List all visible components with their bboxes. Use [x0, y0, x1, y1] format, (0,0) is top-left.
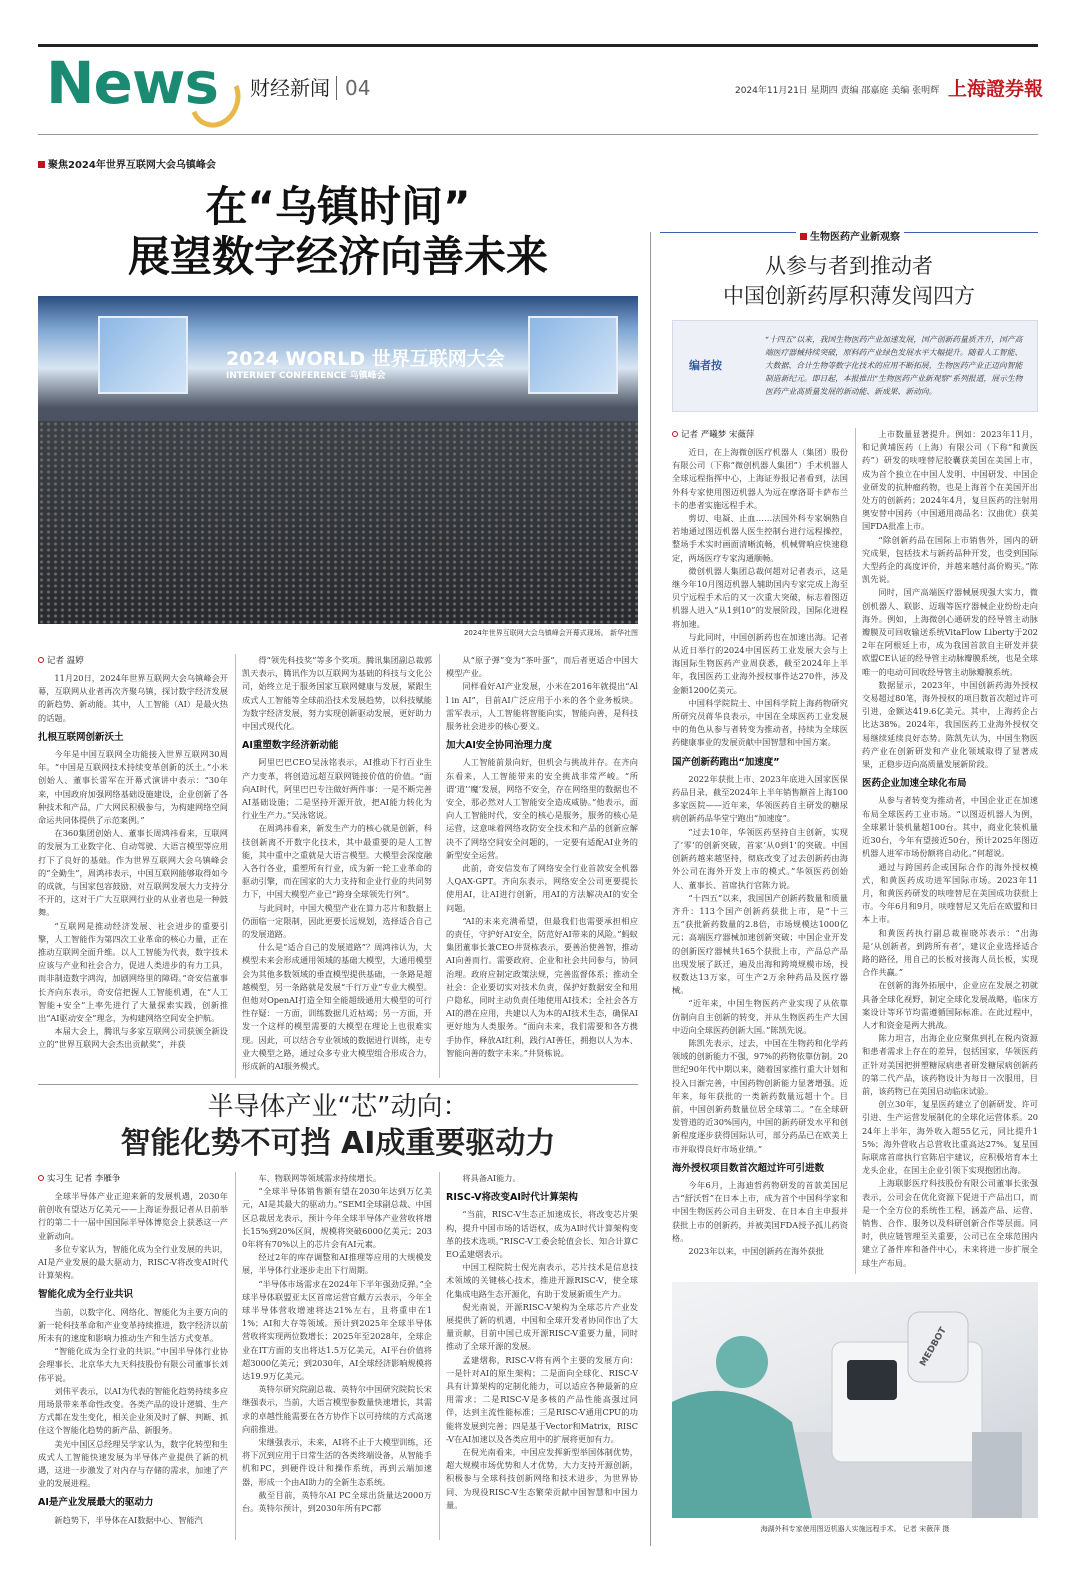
- byline-dot-icon: [672, 431, 678, 437]
- paragraph: 人工智能前景向好，但机会与挑战并存。在齐向东看来，人工智能带来的安全挑战非常严峻。“所谓‘道’‘魔’发展，网络不安全，存在网络里的数据也不安全，那必然对人工智能安全造成威胁。”他表示，面向人工智能时代，安全的核心是服务，服务的核心是运营，这意味着网络攻防安全技术和产品的创新应解决不了网络空间安全问题的，一定要有适配AI业务的新型安全运营。: [446, 757, 638, 860]
- paragraph: 多位专家认为，智能化成为全行业发展的共识，AI是产业发展的最大驱动力，RISC-V将改变AI时代计算架构。: [38, 1243, 228, 1281]
- surgical-robot-photo: [672, 1282, 1038, 1518]
- news-logo: News: [46, 49, 218, 117]
- paragraph: 与此同时，中国创新药也在加速出海。记者从近日举行的2024中国医药工业发展大会与上海国际生物医药产业周获悉，截至2024年上半年，我国医药工业海外授权事件达270件，涉及金额1200亿美元。: [672, 631, 848, 695]
- paragraph: 经过2年的库存调整和AI推理等应用的大规模发展，半导体行业逐步走出下行周期。: [242, 1252, 432, 1276]
- paragraph: 同样看好AI产业发展，小米在2016年就提出“All in AI”，目前AI广泛应用于小米的各个业务板块。雷军表示，人工智能将智能向实，智能向善，是科技服务社会进步的核心要义。: [446, 681, 638, 732]
- lead-column-3: [446, 654, 638, 1078]
- top-rule: [38, 44, 1038, 47]
- paragraph: 全球半导体产业正迎来新的发展机遇，2030年前创收有望达万亿美元——上海证券报记者从日前举行的第二十一届中国国际半导体博览会上获悉这一产业新动向。: [38, 1191, 228, 1241]
- paragraph: 和黄医药执行副总裁崔晓苏表示：“出海是‘从创新者，到跨所有者’，建议企业选择适合路的路径，用自己的长板对接海人员长板，实现合作共赢。”: [862, 927, 1038, 978]
- paragraph: 此前，奇安信发布了网络安全行业首款安全机器人QAX-GPT。齐向东表示，网络安全公司更要提长使用AI，让AI进行创新，用AI的方法解决AI的安全问题。: [446, 863, 638, 913]
- page-column-divider: [650, 232, 651, 1546]
- column-divider: [855, 428, 856, 1274]
- tag-square-icon: [38, 161, 45, 168]
- paragraph: 将具备AI能力。: [462, 1173, 521, 1183]
- paragraph: 截至目前，英特尔AI PC全球出货量达2000万台。英特尔预计，到2030年所有PC都: [242, 1489, 432, 1514]
- paragraph: “十四五”以来，我国国产创新药数量和质量齐升：113个国产创新药获批上市，是“十三五”获批新药数量的2.8倍，市场规模达1000亿元；高端医疗器械加速创新突破；中国企业开发的创新医疗器械共165个获批上市，产品总产品出现发展了跃迁，遍及出海和跨境规模市场，授权数达13万家，可生产2万余种药品及医疗器械。: [672, 892, 848, 996]
- bio-column-2: [862, 428, 1038, 1274]
- paragraph: “AI的未来充满希望，但最我们也需要承担相应的责任，守护好AI安全，防范好AI带来的风险。”蚂蚁集团董事长兼CEO井贤栋表示，要善治使善智，推动AI向善而行。需要政府、企业和社会共同参与，协同治理。政府应制定政策法规，完善监督体系；推动全社会：企业要切实对技术负责，保护好数据安全和用户隐私，同时主动负责任地使用AI技术；全社会各方AI的潜在应用，共建以人为本的AI技术生态，确保AI更好地为人类服务。“面向未来，我们需要和各方携手协作，释放AI红利，践行AI善任，拥抱以人为本、智能向善的数字未来。”井贤栋说。: [446, 915, 638, 1058]
- semi-column-1: [38, 1190, 228, 1540]
- paragraph: 陈凯先表示，过去，中国在生物药和化学药领域的创新能力不强，97%的药物依靠仿制。20世纪90年代中期以来，随着国家推行重大计划和投入日渐完善，中国药物创新能力显著增强。近年来，每年获批的一类新药数量远超十个。目前，中国创新药数量位居全球第二。“在全球研发管道的近30%国内，中国的新药研发水平和创新程度逐步获得国际认可，部分药品已在欧美上市并取得良好市场业绩。”: [672, 1037, 848, 1154]
- paragraph: “除创新药品在国际上市销售外，国内的研究成果，包括技术与新药品种开发，也受到国际大型药企的高度评价，并越来越付高价购买。”陈凯先说。: [862, 534, 1038, 585]
- semi-byline: [38, 1172, 120, 1184]
- byline-dot-icon: [38, 657, 44, 663]
- paragraph: 在倪光南看来，中国应发挥新型举国体制优势，超大规模市场优势和人才优势，大力支持开源创新，积极参与全球科技创新网络和技术进步，为世界协同、为现役RISC-V生态繁荣贡献中国智慧和中国力量。: [446, 1447, 638, 1510]
- paragraph: 创立30年，复星医药建立了创新研发、许可引进、生产运营发展制化的全球化运营体系。2024年上半年，海外收入超55亿元，同比提升15%；海外营收占总营收比重高达27%。复星国际联席首席执行官陈启宇建议，应积极培育本土龙头企业，在国主企业引领下实现抱团出海。: [862, 1099, 1038, 1176]
- paragraph: 车、物联网等领域需求持续增长。: [258, 1173, 382, 1183]
- column-divider: [235, 1172, 236, 1540]
- column-divider: [235, 654, 236, 1078]
- paragraph: 阿里巴巴CEO吴泳铭表示，AI推动下行百业生产力变革，将创造远超互联网链接价值的价值。“面向AI时代，阿里巴巴专注做好两件事：一是不断完善AI基础设施；二是坚持开源开放，把AI能力转化为行业生产力。”吴泳铭说。: [242, 757, 432, 821]
- lead-tag-text: 聚焦2024年世界互联网大会乌镇峰会: [48, 160, 216, 171]
- bio-tag-text: 生物医药产业新观察: [810, 232, 900, 243]
- paragraph: “智能化成为全行业的共识。”中国半导体行业协会理事长、北京华大九天科技股份有限公司董事长刘伟平说。: [38, 1346, 228, 1383]
- paragraph: “当前，RISC-V生态正加速成长，将改变芯片架构，提升中国市场的话语权，成为AI时代计算架构变革的技术选项。”RISC-V工委会轮值会长、知合计算CEO孟建熠表示。: [446, 1209, 638, 1260]
- subheading: AI重塑数字经济新动能: [242, 740, 339, 752]
- lead-byline: [38, 654, 84, 666]
- paragraph: 通过与跨国药企或国际合作的海外授权模式，和黄医药成功进军国际市场。2023年11月，和黄医药研发的呋喹替尼在美国成功获批上市。今年6月和9月，呋喹替尼又先后在欧盟和日本上市。: [862, 861, 1038, 925]
- paragraph: 数据显示，2023年，中国创新药海外授权交易超过80笔，海外授权的项目数首次超过许可引进，金额达419.6亿美元。其中，上海药企占比达38%。2024年，我国医药工业海外授权交易继续延续良好态势。陈凯先认为，中国生物医药产业在创新研发和产业化领域取得了显著成果，正稳步迈向高质量发展新阶段。: [862, 679, 1038, 770]
- paragraph: 在周鸿祎看来，新发生产力的核心就是创新，科技创新离不开数字化技术，其中最重要的是人工智能，其中重中之重就是大语言模型。大模型会深度融入各行各业，重塑所有行业，成为新一轮工业革命的驱动引擎，而在国家的大力支持和企业行业的共同努力下，中国大模型产业已“跨身全球领先行列”。: [242, 823, 432, 900]
- bio-headline-1: 从参与者到推动者: [765, 254, 933, 278]
- paragraph: 从“原子弹”变为“茶叶蛋”，而后者更适合中国大模型产业。: [446, 655, 638, 679]
- lead-column-1: [38, 672, 228, 1078]
- subheading: 国产创新药跑出“加速度”: [672, 756, 780, 768]
- subheading: RISC-V将改变AI时代计算架构: [446, 1192, 578, 1204]
- paragraph: 美光中国区总经理吴学家认为，数字化转型和生成式人工智能快速发展为半导体产业提供了新的机遇，这进一步激发了对内存与存储的需求，加速了产业的发展进程。: [38, 1438, 228, 1489]
- paragraph: 中国科学院院士、中国科学院上海药物研究所研究员蒋华良表示，中国在全球医药工业发展中的角色从参与者转变为推动者，持续为全球医药健康事业的发展贡献中国智慧和中国方案。: [672, 697, 848, 748]
- lead-column-2: [242, 654, 432, 1078]
- semi-byline-text: 实习生 记者 李雁争: [47, 1174, 121, 1184]
- paragraph: 中国工程院院士倪光南表示，芯片技术是信息技术领域的关键核心技术，推进开源RISC-V，使全球化集成电路生态开源化，有助于发展新质生产力。: [446, 1262, 638, 1299]
- paragraph: 本届大会上，腾讯与多家互联网公司获颁全新设立的“世界互联网大会杰出贡献奖”，并获: [38, 1026, 228, 1050]
- byline-dot-icon: [38, 1175, 44, 1181]
- bio-headline-2: 中国创新药厚积薄发闯四方: [723, 284, 975, 308]
- paragraph: “半导体市场需求在2024年下半年强劲反弹。”全球半导体联盟亚太区首席运营官戴方云表示，今年全球半导体营收增速将达21%左右，且将重申在11%；AI和大存等领域。预计到2025年全球半导体营收将实现两位数增长；2025年至2028年，全球企业在IT方面的支出将达1.5万亿美元，AI平台价值将超3000亿美元；到2030年，AI全球经济影响规模将达19.9万亿美元。: [242, 1278, 432, 1382]
- paragraph: 微创机器人集团总裁何超对记者表示，这是继今年10月图迈机器人辅助国内专家完成上海至贝宁远程手术后的又一次重大突破，标志着图迈机器人进入“从1到10”的发展阶段，国际化进程将加速。: [672, 565, 848, 629]
- newspaper-brand: 上海證券報: [948, 78, 1044, 100]
- issue-info: 2024年11月21日 星期四 责编 邵嘉庭 美编 张明辉: [735, 86, 940, 96]
- tag-square-icon: [800, 233, 807, 240]
- bio-byline-text: 记者 严曦梦 宋薇萍: [681, 430, 755, 440]
- subheading: 加大AI安全协同治理力度: [446, 740, 552, 752]
- paragraph: 刘伟平表示，以AI为代表的智能化趋势持续多应用场景带来革命性改变。各类产品的设计逻辑、生产方式都在发生变化，相关企业须及时了解、判断、抓住这个智能化趋势的新产品、新服务。: [38, 1385, 228, 1436]
- lead-byline-text: 记者 温婷: [47, 656, 84, 666]
- paragraph: 上市数量显著提升。例如：2023年11月，和记黄埔医药（上海）有限公司（下称“和黄医药”）研发的呋喹替尼胶囊获美国在美国上市，成为首个独立在中国人发明、中国研发、中国企业研发的抗肿瘤药物，也是上海首个在美国开出处方的创新药；2024年4月，复旦医药的注射用奥安替中国药（中国通用商品名：汉曲优）获美国FDA批准上市。: [862, 429, 1038, 532]
- bio-byline: [672, 428, 754, 440]
- left-side-screen: [98, 316, 188, 394]
- editor-note-box: [672, 320, 1038, 412]
- paragraph: “近年来，中国生物医药产业实现了从依靠仿制向自主创新的转变，并从生物医药生产大国中迈向全球医药创新大国。”陈凯先说。: [672, 998, 848, 1035]
- header-rule: [38, 134, 1038, 135]
- semi-headline-2: 智能化势不可挡 AI成重要驱动力: [120, 1126, 556, 1161]
- paragraph: 同时，国产高端医疗器械展现强大实力，微创机器人、联影、迈瑞等医疗器械企业纷纷走向海外。例如，上海微创心通研发的经导管主动脉瓣膜及可回收输送系统VitaFlow Liberty于2022年在阿根廷上市，成为我国首款自主研发并获欧盟CE认证的经导管主动脉瓣膜系统，也是全球唯一的电动可回收经导管主动脉瓣膜系统。: [862, 587, 1038, 677]
- paragraph: 当前，以数字化、网络化、智能化为主要方向的新一轮科技革命和产业变革持续推进，数字经济以前所未有的速度和影响力推动生产和生活方式变革。: [38, 1306, 228, 1344]
- photo-screen-subtitle: INTERNET CONFERENCE 乌镇峰会: [226, 371, 386, 381]
- paragraph: 新趋势下，半导体在AI数据中心、智能汽: [54, 1514, 203, 1525]
- subheading: AI是产业发展最大的驱动力: [38, 1497, 154, 1509]
- lead-photo-caption: 2024年世界互联网大会乌镇峰会开幕式现场。 新华社图: [463, 629, 638, 637]
- audience-crowd: [38, 421, 638, 624]
- robot-brand-label: MEDBOT: [918, 1325, 949, 1369]
- semi-headline-1: 半导体产业“芯”动向：: [207, 1092, 469, 1122]
- paragraph: “全球半导体销售额有望在2030年达到万亿美元，AI是其最大的驱动力。”SEMI全球副总裁、中国区总裁居龙表示，预计今年全球半导体产业营收将增长15%到20%区间，规模将突破6000亿美元；2030年将有70%以上的芯片会有AI元素。: [242, 1186, 432, 1250]
- paragraph: 剪切、电凝、止血……法国外科专家娴熟自若地通过图迈机器人医生控制台进行远程操控，整场手术实时画面清晰流畅，机械臂响应快速稳定，两场医疗专家沟通顺畅。: [672, 513, 848, 563]
- column-divider: [439, 1172, 440, 1540]
- paragraph: 得“领先科技奖”等多个奖项。腾讯集团副总裁郭凯天表示，腾讯作为以互联网为基础的科技与文化公司，始终立足于服务国家互联网健康与发展，紧跟生成式人工智能等全球前沿技术发展趋势，以科技赋能为数字经济发展，努力实现创新驱动发展，更好助力中国式现代化。: [242, 655, 432, 732]
- paragraph: 与此同时，中国大模型产业在算力芯片和数据上仍面临一定限制，因此更要长远规划，选择适合自己的发展道路。: [242, 902, 432, 940]
- bio-photo-caption: 海湖外科专家使用图迈机器人实施远程手术。 记者 宋薇萍 摄: [760, 1525, 950, 1533]
- editor-note-text: “十四五”以来，我国生物医药产业加速发展，国产创新药量质齐升，国产高端医疗器械持续突破，原料药产业绿色发展水平大幅提升。随着人工智能、大数据、合计生物等数字化技术的应用不断拓展，生物医药产业正迈向智能制造新纪元。即日起，本报推出“生物医药产业新观察”系列报道，展示生物医药产业高质量发展的新动能、新成果、新动向。: [765, 335, 1023, 396]
- paragraph: 宋继强表示，未来，AI将不止于大模型训练，还将下沉到应用于日常生活的各类终端设备，从智能手机和PC，到硬件设计和操作系统，再到云端加速器，形成一个由AI助力的全新生态系统。: [242, 1437, 432, 1487]
- paragraph: 孟建熠称，RISC-V将有两个主要的发展方向：一是针对AI的原生架构；二是面向全球化、RISC-V具有计算架构的定制化能力，可以适应各种最新的应用需求；二是RISC-V是多核的产品性能高强过同伴，达到主流性能标准；三是RISC-V通用CPU的功能将发展到完善；四是基于Vector和Matrix，RISC-V在AI加速以及各类应用中的扩展将更加有力。: [446, 1354, 638, 1444]
- photo-screen-title: 2024 WORLD 世界互联网大会: [226, 348, 505, 370]
- paragraph: “过去10年，华领医药坚持自主创新，实现了‘零’的创新突破，首家‘从0到1’的突破。中国创新药越来越坚持，彻底改变了过去创新药由海外公司在海外开发上市的模式。”华领医药创始人、董事长、首席执行官陈力说。: [672, 826, 848, 890]
- paragraph: 陈力坦言，出海企业应聚焦到扎在税内资源和患者需求上存在的差异，包括国家，华领医药正针对美国把拼塑糖尿病患者研发糖尿病创新药的第二代产品，该药物设计为每日一次服用，目前，该药物已在美国启动临床试验。: [862, 1033, 1038, 1096]
- column-divider: [439, 654, 440, 1078]
- section-divider: [38, 1084, 638, 1085]
- robot-illustration: [672, 1282, 1038, 1518]
- paragraph: 上海联影医疗科技股份有限公司董事长张强表示，公司会在优化资源下促进于产品出口，而是一个全方位的系统性工程，涵盖产品、运营、销售、合作、服务以及科研创新合作等层面。同时，供应链管理至关重要，公司已在全球范围内建立了备件库和备件中心，未来将进一步扩展全球生产布局。: [862, 1178, 1038, 1268]
- paragraph: 近日，在上海微创医疗机器人（集团）股份有限公司（下称“微创机器人集团”）手术机器人全球远程指挥中心，上海证券报记者看到，法国外科专家使用图迈机器人为远在摩洛哥卡萨布兰卡的患者实施远程手术。: [672, 447, 848, 510]
- bio-column-1: [672, 446, 848, 1274]
- paragraph: 倪光南说，开源RISC-V架构为全球芯片产业发展提供了新的机遇，中国和全球开发者协同作出了大量贡献，目前中国已成开源RISC-V重要力量，同时推动了全球开源的发展。: [446, 1301, 638, 1352]
- lead-tag: [38, 156, 216, 171]
- semi-column-2: [242, 1172, 432, 1540]
- paragraph: 在创新的海外拓展中，企业应在发展之初就具备全球化视野，制定全球化发展战略，临床方案设计等环节均需遵循国际标准。在此过程中，人才和资金是两大挑战。: [862, 980, 1038, 1030]
- right-side-screen: [528, 316, 618, 394]
- page-number: 04: [336, 76, 370, 100]
- subheading: 智能化成为全行业共识: [38, 1289, 134, 1301]
- paragraph: 2023年以来，中国创新药在海外获批: [688, 1245, 824, 1256]
- paragraph: 在360集团创始人、董事长周鸿祎看来，互联网的发展为工业数字化、自动驾驶、大语言模型等应用打下了良好的基础。作为世界互联网大会乌镇峰会的“全勤生”，周鸿祎表示，中国互联网能够取得如今的成就，与国家包容鼓励、对互联网发展大力支持分不开的，这对于广大互联网行业的从业者也是一种鼓舞。: [38, 828, 228, 918]
- subheading: 海外授权项目数首次超过许可引进数: [672, 1162, 825, 1174]
- lead-headline-line1: 在“乌镇时间”: [205, 182, 471, 231]
- semi-column-3: [446, 1172, 638, 1540]
- lead-headline-line2: 展望数字经济向善未来: [127, 232, 548, 281]
- paragraph: “互联网是推动经济发展、社会进步的重要引擎，人工智能作为第四次工业革命的核心力量，正在推动互联网全面升维。以人工智能为代表，数字技术应该与产业和社会合力，促进人类进步的有力工具，而非制造数字鸿沟，加剧网络里的障碍。”奇安信董事长齐向东表示，奇安信把握人工智能机遇，在“人工智能+安全”上率先进行了大量探索实践，创新推出“AI驱动安全”理念，为构建网络空间安全护航。: [38, 920, 228, 1024]
- paragraph: 2022年获批上市、2023年底进入国家医保药品目录，截至2024年上半年销售额首上海100多家医院——近年来，华领医药自主研发的糖尿病创新药品华堂宁跑出“加速度”。: [672, 773, 848, 824]
- section-name: [250, 72, 370, 101]
- conference-photo: [38, 296, 638, 624]
- bio-tag: [796, 228, 904, 243]
- paragraph: 英特尔研究院副总裁、英特尔中国研究院院长宋继强表示，当前，大语言模型参数量快速增长，其需求的卓越性能需要在各方协作下以可持续的方式高速向前推进。: [242, 1384, 432, 1434]
- paragraph: 什么是“适合自己的发展道路”？周鸿祎认为，大模型未来会形成通用领域的基础大模型，大通用模型会为其他多数领域的垂直模型提供基础，一条路是超越模型，另一条路就是发展“千行万业”专业大模型。但他对OpenAI打造全知全能超级通用大模型的可行性存疑：一方面，训练数据几近枯竭；另一方面，开发一个这样的模型需要的大模型在理论上也很难实现。因此，可以结合专业领域的数据进行训练，走专业大模型之路，通过众多专业大模型组合形成合力，形成新的AI服务模式。: [242, 942, 432, 1072]
- paragraph: 今年6月，上海迪哲药物研发的首款美国尼古“舒沃哲”在日本上市，成为首个中国科学家和中国生物医药公司自主研发、在日本自主申报并获批上市的创新药，并被美国FDA授予孤儿药资格。: [672, 1179, 848, 1243]
- subheading: 扎根互联网创新沃土: [38, 731, 124, 743]
- subheading: 医药企业加速全球化布局: [862, 778, 967, 790]
- lead-headline: [38, 182, 638, 282]
- section-title: 财经新闻: [250, 76, 330, 100]
- paragraph: 从参与者转变为推动者，中国企业正在加速布局全球医药工业市场。“以图迈机器人为例，全球累计装机量超100台。其中，商业化装机量近30台，今年有望接近50台，预计2025年图迈机器人进军市场份额将自动化。”何超说。: [862, 795, 1038, 859]
- paragraph: 11月20日，2024年世界互联网大会乌镇峰会开幕，互联网从业者再次齐聚乌镇，探讨数字经济发展的新趋势、新动能。其中，人工智能（AI）是最火热的话题。: [38, 673, 228, 723]
- editor-note-label: 编者按: [689, 359, 722, 372]
- paragraph: 今年是中国互联网全功能接入世界互联网30周年。“中国是互联网技术持续变革创新的沃土。”小米创始人、董事长雷军在开幕式演讲中表示：“30年来，中国政府加强网络基础设施建设，企业创新了各种技术和产品，广大网民积极参与，为构建网络空间命运共同体提供了示范案例。”: [38, 749, 228, 826]
